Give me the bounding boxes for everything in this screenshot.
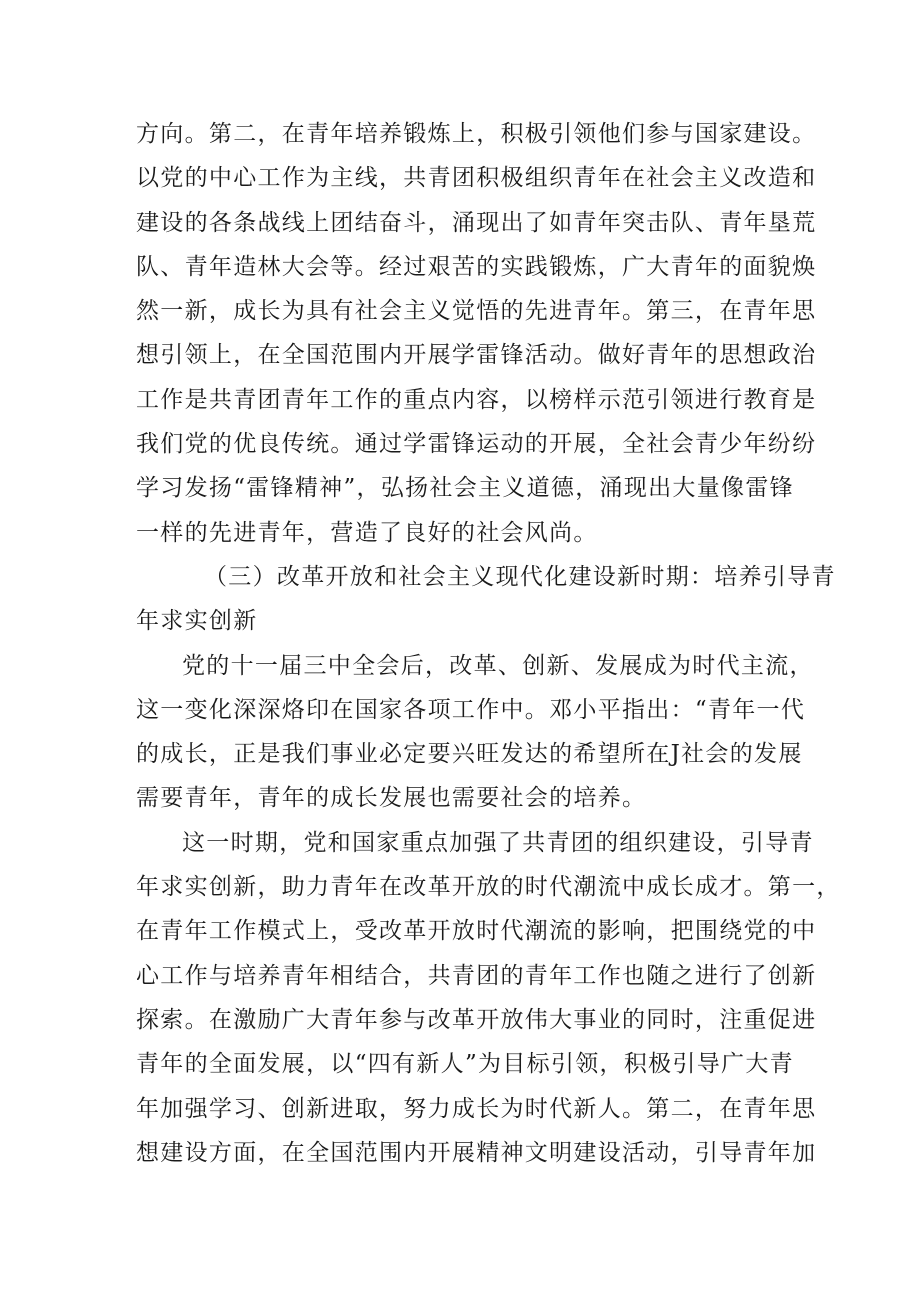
text-line: 这一变化深深烙印在国家各项工作中。邓小平指出：“青年一代 — [136, 696, 806, 723]
text-line: 以党的中心工作为主线，共青团积极组织青年在社会主义改造和 — [136, 165, 817, 192]
text-line: 探索。在激励广大青年参与改革开放伟大事业的同时，注重促进 — [136, 1006, 817, 1033]
section-heading-line: （三）改革开放和社会主义现代化建设新时期：培养引导青 — [204, 563, 836, 590]
text-line: 年加强学习、创新进取，努力成长为时代新人。第二，在青年思 — [136, 1095, 817, 1122]
text-line: 建设的各条战线上团结奋斗，涌现出了如青年突击队、青年垦荒 — [136, 209, 817, 236]
text-line: 的成长，正是我们事业必定要兴旺发达的希望所在J社会的发展 — [136, 741, 803, 768]
text-line: 需要青年，青年的成长发展也需要社会的培养。 — [136, 785, 647, 812]
text-line: 然一新，成长为具有社会主义觉悟的先进青年。第三，在青年思 — [136, 298, 817, 325]
paragraph-first-line: 这一时期，党和国家重点加强了共青团的组织建设，引导青 — [182, 829, 814, 856]
text-line: 一样的先进青年，营造了良好的社会风尚。 — [136, 519, 598, 546]
text-line: 方向。第二，在青年培养锻炼上，积极引领他们参与国家建设。 — [136, 121, 817, 147]
text-line: 青年的全面发展，以“四有新人”为目标引领，积极引导广大青 — [136, 1051, 794, 1078]
text-line: 想引领上，在全国范围内开展学雷锋活动。做好青年的思想政治 — [136, 342, 817, 369]
text-line: 队、青年造林大会等。经过艰苦的实践锻炼，广大青年的面貌焕 — [136, 253, 817, 280]
text-line: 我们党的优良传统。通过学雷锋运动的开展，全社会青少年纷纷 — [136, 431, 817, 458]
text-line: 在青年工作模式上，受改革开放时代潮流的影响，把围绕党的中 — [136, 918, 817, 945]
body-text — [136, 112, 841, 1175]
section-heading-line: 年求实创新 — [136, 608, 258, 635]
text-line: 心工作与培养青年相结合，共青团的青年工作也随之进行了创新 — [136, 962, 817, 989]
text-line: 学习发扬“雷锋精神”，弘扬社会主义道德，涌现出大量像雷锋 — [136, 475, 794, 502]
text-line: 工作是共青团青年工作的重点内容，以榜样示范引领进行教育是 — [136, 386, 817, 413]
text-line: 想建设方面，在全国范围内开展精神文明建设活动，引导青年加 — [136, 1139, 817, 1166]
paragraph-first-line: 党的十一届三中全会后，改革、创新、发展成为时代主流， — [182, 652, 814, 679]
text-line: 年求实创新，助力青年在改革开放的时代潮流中成长成才。第一， — [136, 874, 841, 901]
